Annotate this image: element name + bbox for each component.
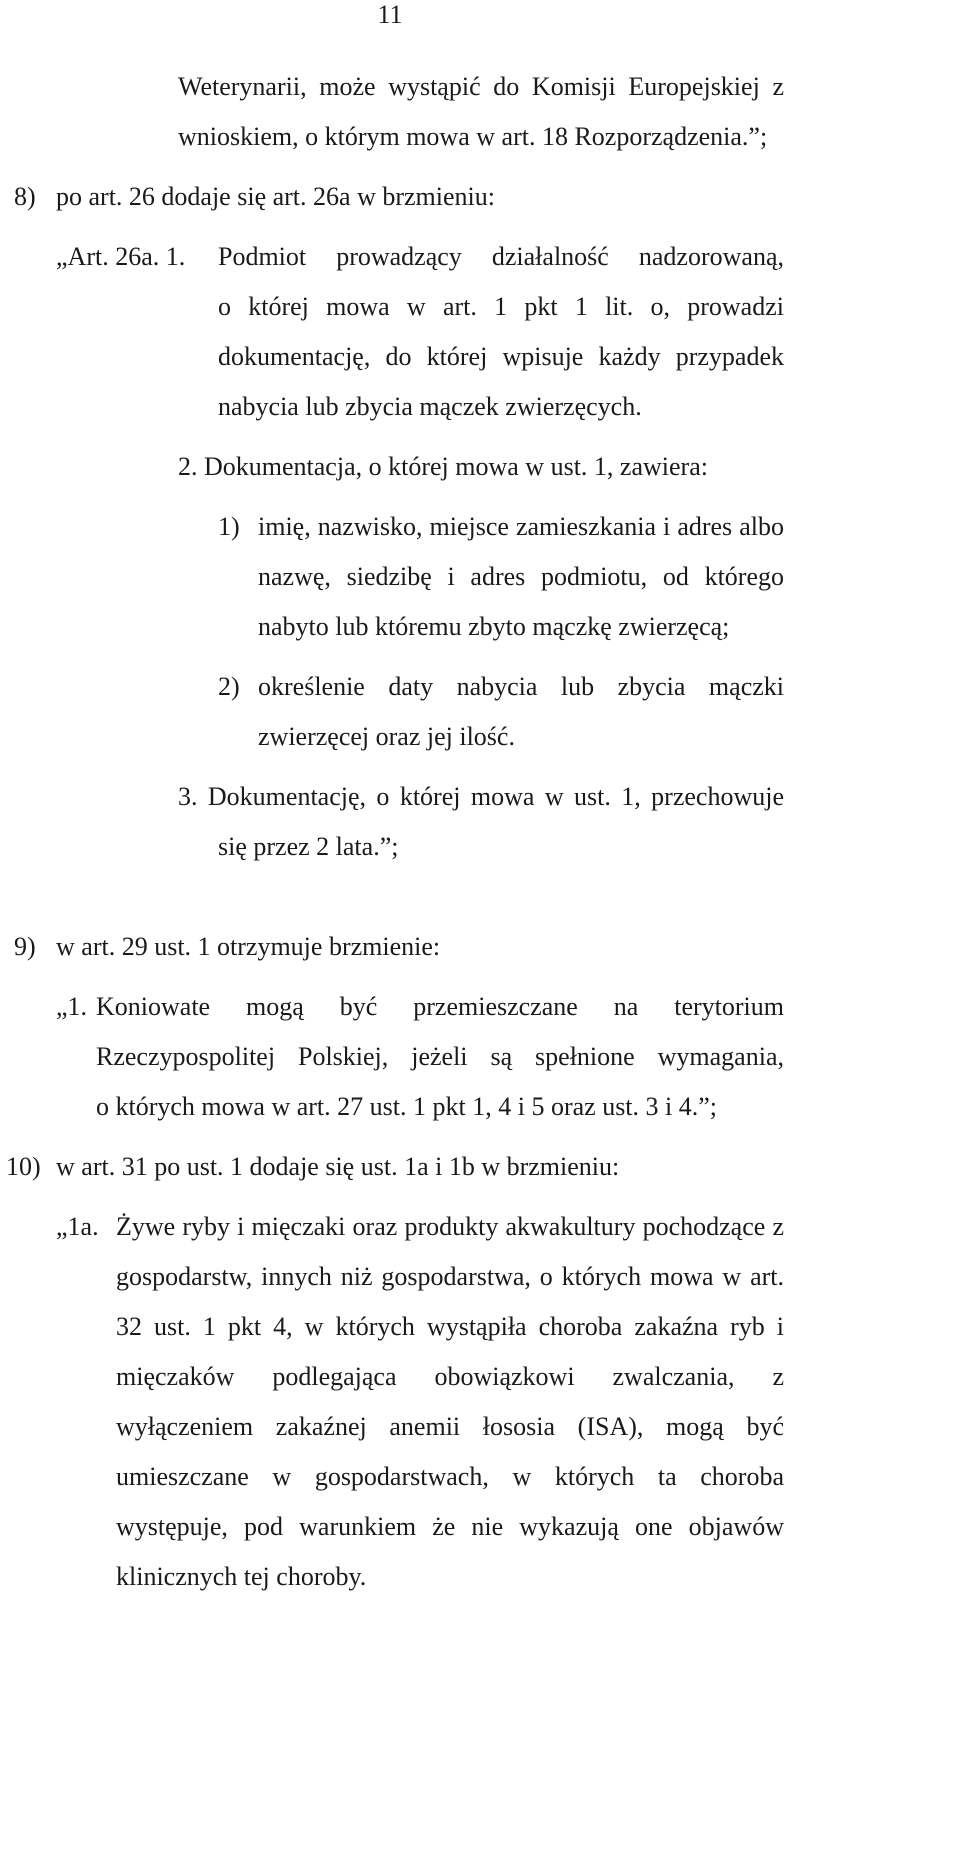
- page-number: 11: [377, 0, 403, 29]
- item-number: 1): [218, 512, 240, 541]
- text-line: dokumentację, do której wpisuje każdy przypadek: [218, 342, 784, 371]
- text-line: Żywe ryby i mięczaki oraz produkty akwakultury pochodzące z: [116, 1212, 784, 1241]
- point-text: w art. 31 po ust. 1 dodaje się ust. 1a i 1b w brzmieniu:: [56, 1152, 620, 1181]
- text-line: zwierzęcej oraz jej ilość.: [258, 722, 515, 751]
- article-label: „Art. 26a. 1.: [56, 242, 186, 271]
- text-line: nabycia lub zbycia mączek zwierzęcych.: [218, 392, 642, 421]
- section-label: „1.: [56, 992, 88, 1021]
- text-line: nazwę, siedzibę i adres podmiotu, od którego: [258, 562, 784, 591]
- paragraph-3: 3. Dokumentację, o której mowa w ust. 1, przechowuje: [178, 782, 784, 811]
- point-number: 8): [14, 182, 36, 211]
- text-line: określenie daty nabycia lub zbycia mączki: [258, 672, 784, 701]
- text-line: imię, nazwisko, miejsce zamieszkania i adres albo: [258, 512, 784, 541]
- text-line: gospodarstw, innych niż gospodarstwa, o których mowa w art.: [116, 1262, 784, 1291]
- item-number: 2): [218, 672, 240, 701]
- text-line: Koniowate mogą być przemieszczane na terytorium: [96, 992, 784, 1021]
- point-text: po art. 26 dodaje się art. 26a w brzmieniu:: [56, 182, 495, 211]
- section-label: „1a.: [56, 1212, 99, 1241]
- text-line: 32 ust. 1 pkt 4, w których wystąpiła choroba zakaźna ryb i: [116, 1312, 784, 1341]
- point-text: w art. 29 ust. 1 otrzymuje brzmienie:: [56, 932, 441, 961]
- paragraph-2: 2. Dokumentacja, o której mowa w ust. 1, zawiera:: [178, 452, 708, 481]
- text-line: Rzeczypospolitej Polskiej, jeżeli są spełnione wymagania,: [96, 1042, 784, 1071]
- point-number: 10): [6, 1152, 41, 1181]
- text-line: wnioskiem, o którym mowa w art. 18 Rozporządzenia.”;: [178, 122, 768, 151]
- text-line: o których mowa w art. 27 ust. 1 pkt 1, 4 i 5 oraz ust. 3 i 4.”;: [96, 1092, 718, 1121]
- text-line: umieszczane w gospodarstwach, w których ta choroba: [116, 1462, 784, 1491]
- text-line: wyłączeniem zakaźnej anemii łososia (ISA), mogą być: [116, 1412, 784, 1441]
- text-line: Weterynarii, może wystąpić do Komisji Europejskiej z: [178, 72, 784, 101]
- text-line: Podmiot prowadzący działalność nadzorowaną,: [218, 242, 784, 271]
- text-line: o której mowa w art. 1 pkt 1 lit. o, prowadzi: [218, 292, 784, 321]
- text-line: nabyto lub któremu zbyto mączkę zwierzęcą;: [258, 612, 730, 641]
- text-line: się przez 2 lata.”;: [218, 832, 399, 861]
- point-number: 9): [14, 932, 36, 961]
- text-line: mięczaków podlegająca obowiązkowi zwalczania, z: [116, 1362, 784, 1391]
- text-line: klinicznych tej choroby.: [116, 1562, 367, 1591]
- text-line: występuje, pod warunkiem że nie wykazują one objawów: [116, 1512, 784, 1541]
